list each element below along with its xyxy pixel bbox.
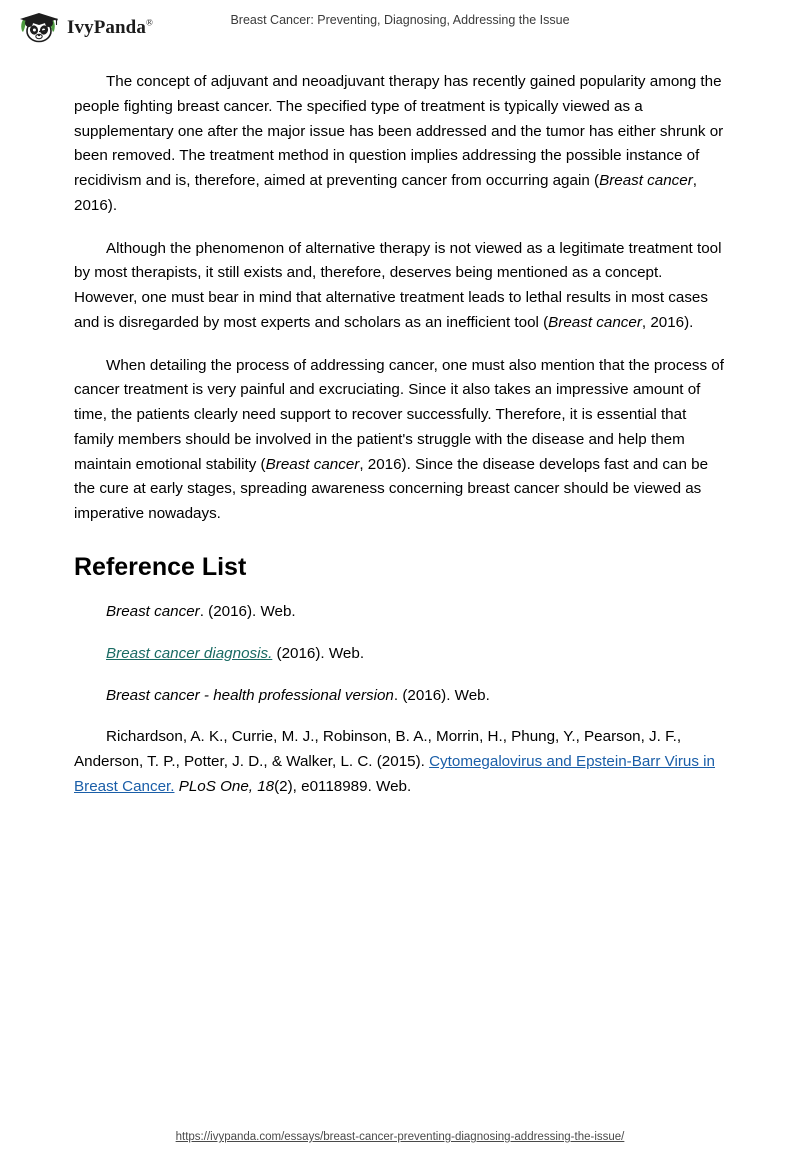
italic-text: Breast cancer [599,172,693,190]
text-run: When detailing the process of addressing cancer, one must also mention that the process of cancer treatment is very painful and excruciating. Since it also takes an impressive amount of time, the patients clearly need support to recover successfully. Therefore, it is essential that family members should be involved in the patient's struggle with the disease and help them maintain emotional stability ( [74,356,724,473]
text-run: . (2016). Web. [393,686,490,704]
body-paragraph [74,237,726,336]
reference-link[interactable]: Breast cancer diagnosis. [106,644,273,662]
reference-entry [74,642,726,667]
text-run: , 2016). [74,172,697,214]
reference-list [74,600,726,800]
italic-text: Breast cancer - health professional version [106,686,394,704]
document-body [74,70,726,817]
reference-entry [74,600,726,625]
document-header-title: Breast Cancer: Preventing, Diagnosing, Addressing the Issue [230,13,570,27]
body-paragraph [74,354,726,527]
text-run: Although the phenomenon of alternative therapy is not viewed as a legitimate treatment tool by most therapists, it still exists and, therefore, deserves being mentioned as a concept. However, one must bear in mind that alternative treatment leads to lethal results in most cases and is disregarded by most experts and scholars as an inefficient tool ( [74,239,722,331]
page-title: Reference List [74,553,247,582]
text-run: , 2016). [641,313,694,331]
italic-text: PLoS One, 18 [178,777,275,795]
text-run: , 2016). Since the disease develops fast and can be the cure at early stages, spreading awareness concerning breast cancer should be viewed as imperative nowadays. [74,455,709,523]
body-paragraph [74,70,726,219]
source-url-link[interactable]: https://ivypanda.com/essays/breast-cancer-preventing-diagnosing-addressing-the-issue/ [175,1131,625,1143]
text-run: . (2016). Web. [199,603,296,621]
text-run: Richardson, A. K., Currie, M. J., Robinson, B. A., Morrin, H., Phung, Y., Pearson, J. F., Anderson, T. P., Potter, J. D., & Walker, L. C. (2015). [74,728,682,771]
footer [0,1131,800,1143]
brand-name-text: IvyPanda [67,17,146,38]
brand-registered-mark: ® [145,17,153,28]
reference-entry [74,684,726,709]
italic-text: Breast cancer [106,603,200,621]
italic-text: Breast cancer [548,313,642,331]
paragraph-list [74,70,726,527]
italic-text: Breast cancer [265,455,360,473]
reference-entry [74,725,726,799]
text-run: The concept of adjuvant and neoadjuvant therapy has recently gained popularity among the people fighting breast cancer. The specified type of treatment is typically viewed as a supplementary one after the major issue has been addressed and the tumor has either shrunk or been removed. The treatment method in question implies addressing the possible instance of recidivism and is, therefore, aimed at preventing cancer from occurring again ( [74,73,724,190]
reference-link[interactable]: Cytomegalovirus and Epstein-Barr Virus in Breast Cancer. [74,753,715,795]
text-run: (2016). Web. [272,644,365,662]
text-run: (2), e0118989. Web. [274,777,412,795]
page-header [0,0,800,56]
